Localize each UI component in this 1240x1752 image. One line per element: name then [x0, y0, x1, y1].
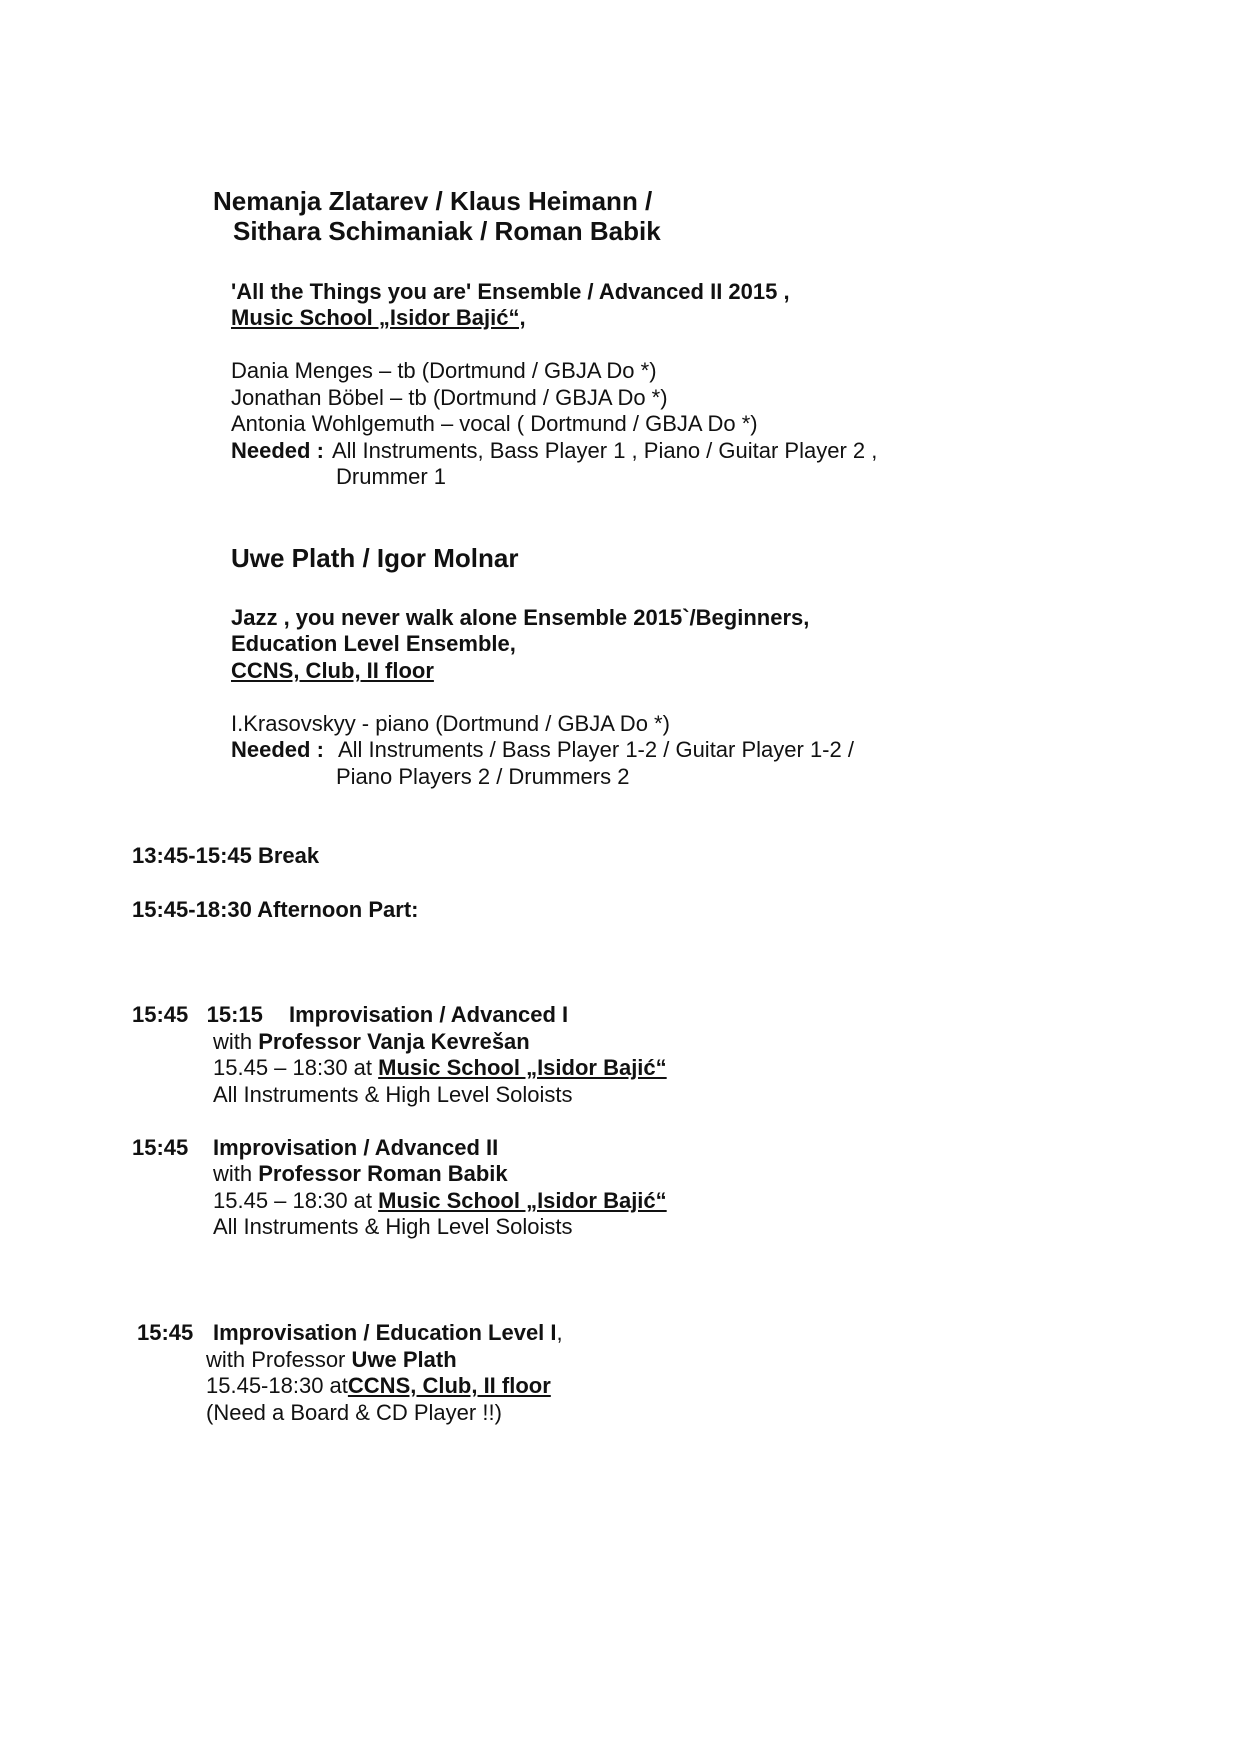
ensemble2-venue: CCNS, Club, II floor — [231, 658, 434, 683]
session-title: Improvisation / Advanced I — [289, 1002, 569, 1027]
ensemble2-needed-label: Needed : — [231, 737, 324, 762]
session-title-line — [213, 1320, 563, 1346]
session-note: All Instruments & High Level Soloists — [213, 1214, 573, 1239]
session-title: Improvisation / Education Level I — [213, 1320, 557, 1345]
session-time: 15:45 15:15 — [132, 1002, 263, 1027]
session-with-label: with Professor — [206, 1347, 346, 1372]
ensemble2-needed-line1: All Instruments / Bass Player 1-2 / Guitar Player 1-2 / — [338, 737, 854, 762]
ensemble1-needed-label: Needed : — [231, 438, 324, 463]
session-time-at: 15.45 – 18:30 at — [213, 1188, 373, 1213]
ensemble1-venue: Music School „Isidor Bajić“, — [231, 305, 526, 330]
ensemble1-name: 'All the Things you are' Ensemble / Advanced II 2015 , — [231, 279, 790, 304]
session-venue: Music School „Isidor Bajić“ — [378, 1055, 667, 1080]
session-venue: CCNS, Club, II floor — [347, 1373, 551, 1398]
ensemble1-member: Antonia Wohlgemuth – vocal ( Dortmund / GBJA Do *) — [231, 411, 758, 436]
ensemble1-title-line1: Nemanja Zlatarev / Klaus Heimann / — [213, 186, 653, 216]
session-professor-line — [213, 1029, 530, 1055]
session-time-at: 15.45-18:30 at — [206, 1373, 348, 1398]
session-professor: Uwe Plath — [351, 1347, 457, 1372]
session-professor-line — [206, 1347, 457, 1373]
session-title: Improvisation / Advanced II — [213, 1135, 499, 1160]
ensemble1-needed-line2: Drummer 1 — [336, 464, 447, 489]
ensemble2-needed-line2: Piano Players 2 / Drummers 2 — [336, 764, 630, 789]
ensemble2-name-line2: Education Level Ensemble, — [231, 631, 516, 656]
ensemble1-title-line2: Sithara Schimaniak / Roman Babik — [233, 216, 661, 246]
session-professor-line — [213, 1161, 508, 1187]
session-with-label: with — [213, 1029, 253, 1054]
break-line: 13:45-15:45 Break — [132, 843, 320, 868]
session-time-at: 15.45 – 18:30 at — [213, 1055, 373, 1080]
session-venue-line — [206, 1373, 551, 1399]
afternoon-line: 15:45-18:30 Afternoon Part: — [132, 897, 419, 922]
session-venue: Music School „Isidor Bajić“ — [378, 1188, 667, 1213]
session-note: All Instruments & High Level Soloists — [213, 1082, 573, 1107]
session-with-label: with — [213, 1161, 253, 1186]
session-professor: Professor Roman Babik — [258, 1161, 508, 1186]
session-note: (Need a Board & CD Player !!) — [206, 1400, 502, 1425]
session-venue-line — [213, 1055, 667, 1081]
session-professor: Professor Vanja Kevrešan — [258, 1029, 530, 1054]
ensemble2-name-line1: Jazz , you never walk alone Ensemble 2015`/Beginners, — [231, 605, 810, 630]
ensemble1-member: Jonathan Böbel – tb (Dortmund / GBJA Do *) — [231, 385, 668, 410]
session-time: 15:45 — [137, 1320, 194, 1345]
session-time: 15:45 — [132, 1135, 189, 1160]
ensemble2-member: I.Krasovskyy - piano (Dortmund / GBJA Do *) — [231, 711, 670, 736]
ensemble1-needed-line1: All Instruments, Bass Player 1 , Piano / Guitar Player 2 , — [332, 438, 878, 463]
session-venue-line — [213, 1188, 667, 1214]
ensemble2-title: Uwe Plath / Igor Molnar — [231, 543, 519, 573]
session-title-suffix: , — [556, 1320, 563, 1345]
ensemble1-member: Dania Menges – tb (Dortmund / GBJA Do *) — [231, 358, 657, 383]
